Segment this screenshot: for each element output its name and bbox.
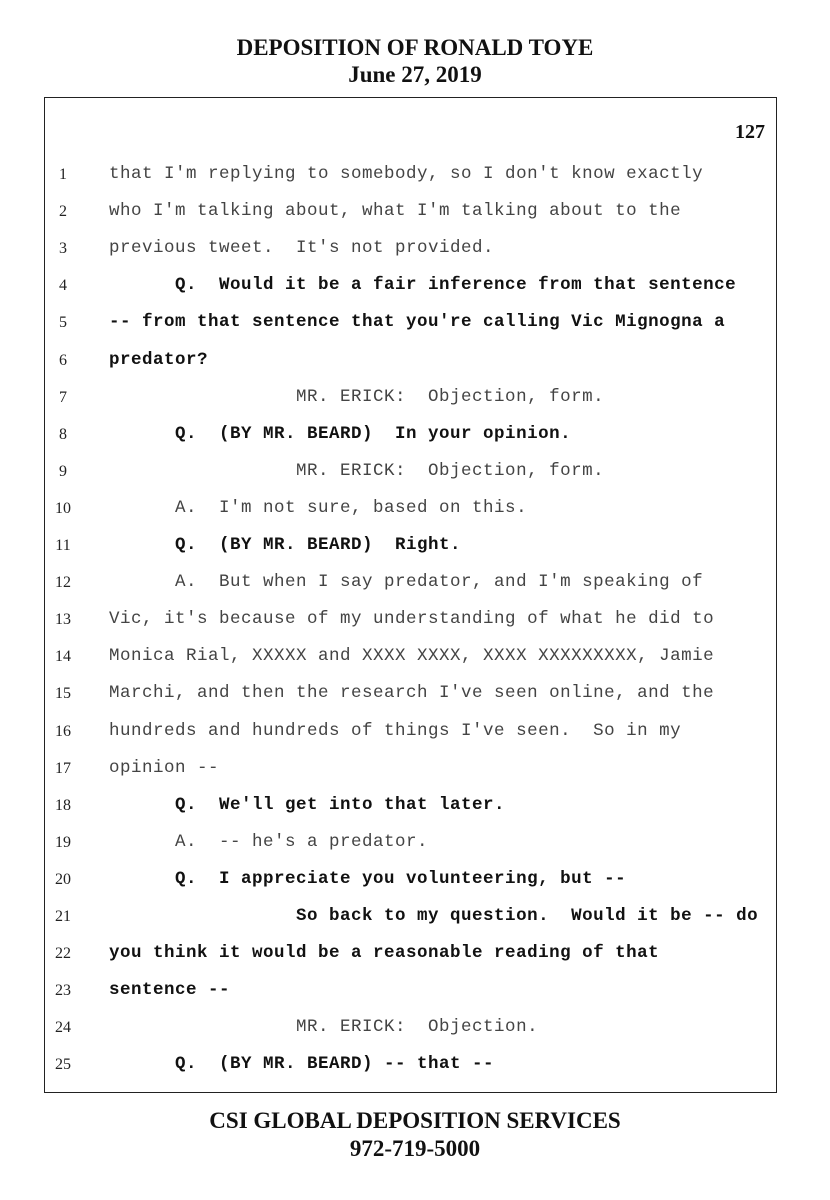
transcript-line <box>45 1050 776 1080</box>
transcript-line <box>45 531 776 561</box>
line-text: Q. I appreciate you volunteering, but -- <box>109 868 627 889</box>
transcript-line <box>45 717 776 747</box>
line-text: Monica Rial, XXXXX and XXXX XXXX, XXXX XXXXXXXXX, Jamie <box>109 646 715 667</box>
line-number: 4 <box>59 277 67 295</box>
line-number: 6 <box>59 351 67 369</box>
transcript-line <box>45 828 776 858</box>
transcript-line <box>45 234 776 264</box>
line-text: Q. Would it be a fair inference from that sentence <box>109 275 737 296</box>
transcript-line <box>45 308 776 338</box>
transcript-line <box>45 383 776 413</box>
line-number: 1 <box>59 166 67 183</box>
line-text: you think it would be a reasonable reading of that <box>109 943 660 964</box>
line-number: 18 <box>55 796 71 814</box>
line-number: 25 <box>55 1056 71 1074</box>
line-text: Q. (BY MR. BEARD) Right. <box>109 535 462 555</box>
deposition-title: DEPOSITION OF RONALD TOYE <box>236 35 594 60</box>
line-text: MR. ERICK: Objection. <box>109 1017 539 1038</box>
line-number: 17 <box>55 759 71 777</box>
line-number: 13 <box>55 611 71 629</box>
line-text: Marchi, and then the research I've seen online, and the <box>109 683 715 704</box>
line-number: 9 <box>59 462 67 480</box>
line-text: who I'm talking about, what I'm talking about to the <box>109 201 682 222</box>
line-text: -- from that sentence that you're calling Vic Mignogna a <box>109 312 726 333</box>
line-number: 14 <box>55 648 71 666</box>
transcript-line <box>45 939 776 969</box>
line-number: 3 <box>59 240 67 258</box>
line-number: 11 <box>55 537 71 554</box>
transcript-line <box>45 160 776 190</box>
transcript-line <box>45 605 776 635</box>
line-text: Q. (BY MR. BEARD) -- that -- <box>109 1054 495 1075</box>
deposition-footer <box>0 1107 830 1163</box>
line-number: 24 <box>55 1019 71 1037</box>
transcript-line <box>45 754 776 784</box>
transcript-line <box>45 976 776 1006</box>
transcript-line <box>45 791 776 821</box>
transcript-line <box>45 494 776 524</box>
line-text: opinion -- <box>109 757 220 778</box>
line-number: 21 <box>55 908 71 925</box>
line-number: 8 <box>59 425 67 443</box>
line-text: previous tweet. It's not provided. <box>109 238 495 259</box>
line-text: A. -- he's a predator. <box>109 831 429 852</box>
line-text: sentence -- <box>109 980 231 1001</box>
transcript-line <box>45 346 776 376</box>
transcript-line <box>45 271 776 301</box>
transcript-line <box>45 420 776 450</box>
footer-phone: 972-719-5000 <box>349 1136 481 1161</box>
line-number: 10 <box>55 499 71 517</box>
transcript-line <box>45 568 776 598</box>
line-number: 20 <box>55 870 71 888</box>
line-number: 19 <box>55 833 71 851</box>
transcript-line <box>45 902 776 932</box>
line-number: 7 <box>59 388 67 406</box>
line-text: MR. ERICK: Objection, form. <box>109 460 605 481</box>
transcript-line <box>45 197 776 227</box>
line-text: hundreds and hundreds of things I've seen. So in my <box>109 720 682 741</box>
line-text: Vic, it's because of my understanding of what he did to <box>109 609 715 630</box>
deposition-header <box>0 34 830 88</box>
line-text: A. But when I say predator, and I'm speaking of <box>109 572 704 593</box>
line-text: Q. (BY MR. BEARD) In your opinion. <box>109 423 572 444</box>
line-number: 15 <box>55 685 71 703</box>
line-text: So back to my question. Would it be -- do <box>109 906 759 926</box>
transcript-line <box>45 642 776 672</box>
transcript-line <box>45 679 776 709</box>
line-number: 2 <box>59 203 67 221</box>
line-number: 5 <box>59 314 67 332</box>
footer-company: CSI GLOBAL DEPOSITION SERVICES <box>209 1108 621 1133</box>
line-text: Q. We'll get into that later. <box>109 794 506 815</box>
line-number: 22 <box>55 945 71 963</box>
transcript-line <box>45 457 776 487</box>
line-text: that I'm replying to somebody, so I don't know exactly <box>109 164 704 184</box>
transcript-line <box>45 865 776 895</box>
page-number: 127 <box>735 121 765 143</box>
deposition-date: June 27, 2019 <box>348 62 482 87</box>
transcript-line <box>45 1013 776 1043</box>
line-text: MR. ERICK: Objection, form. <box>109 386 605 407</box>
line-number: 23 <box>55 982 71 1000</box>
line-number: 16 <box>55 722 71 740</box>
line-number: 12 <box>55 574 71 592</box>
line-text: A. I'm not sure, based on this. <box>109 497 528 518</box>
transcript-page <box>44 97 777 1093</box>
line-text: predator? <box>109 349 209 370</box>
